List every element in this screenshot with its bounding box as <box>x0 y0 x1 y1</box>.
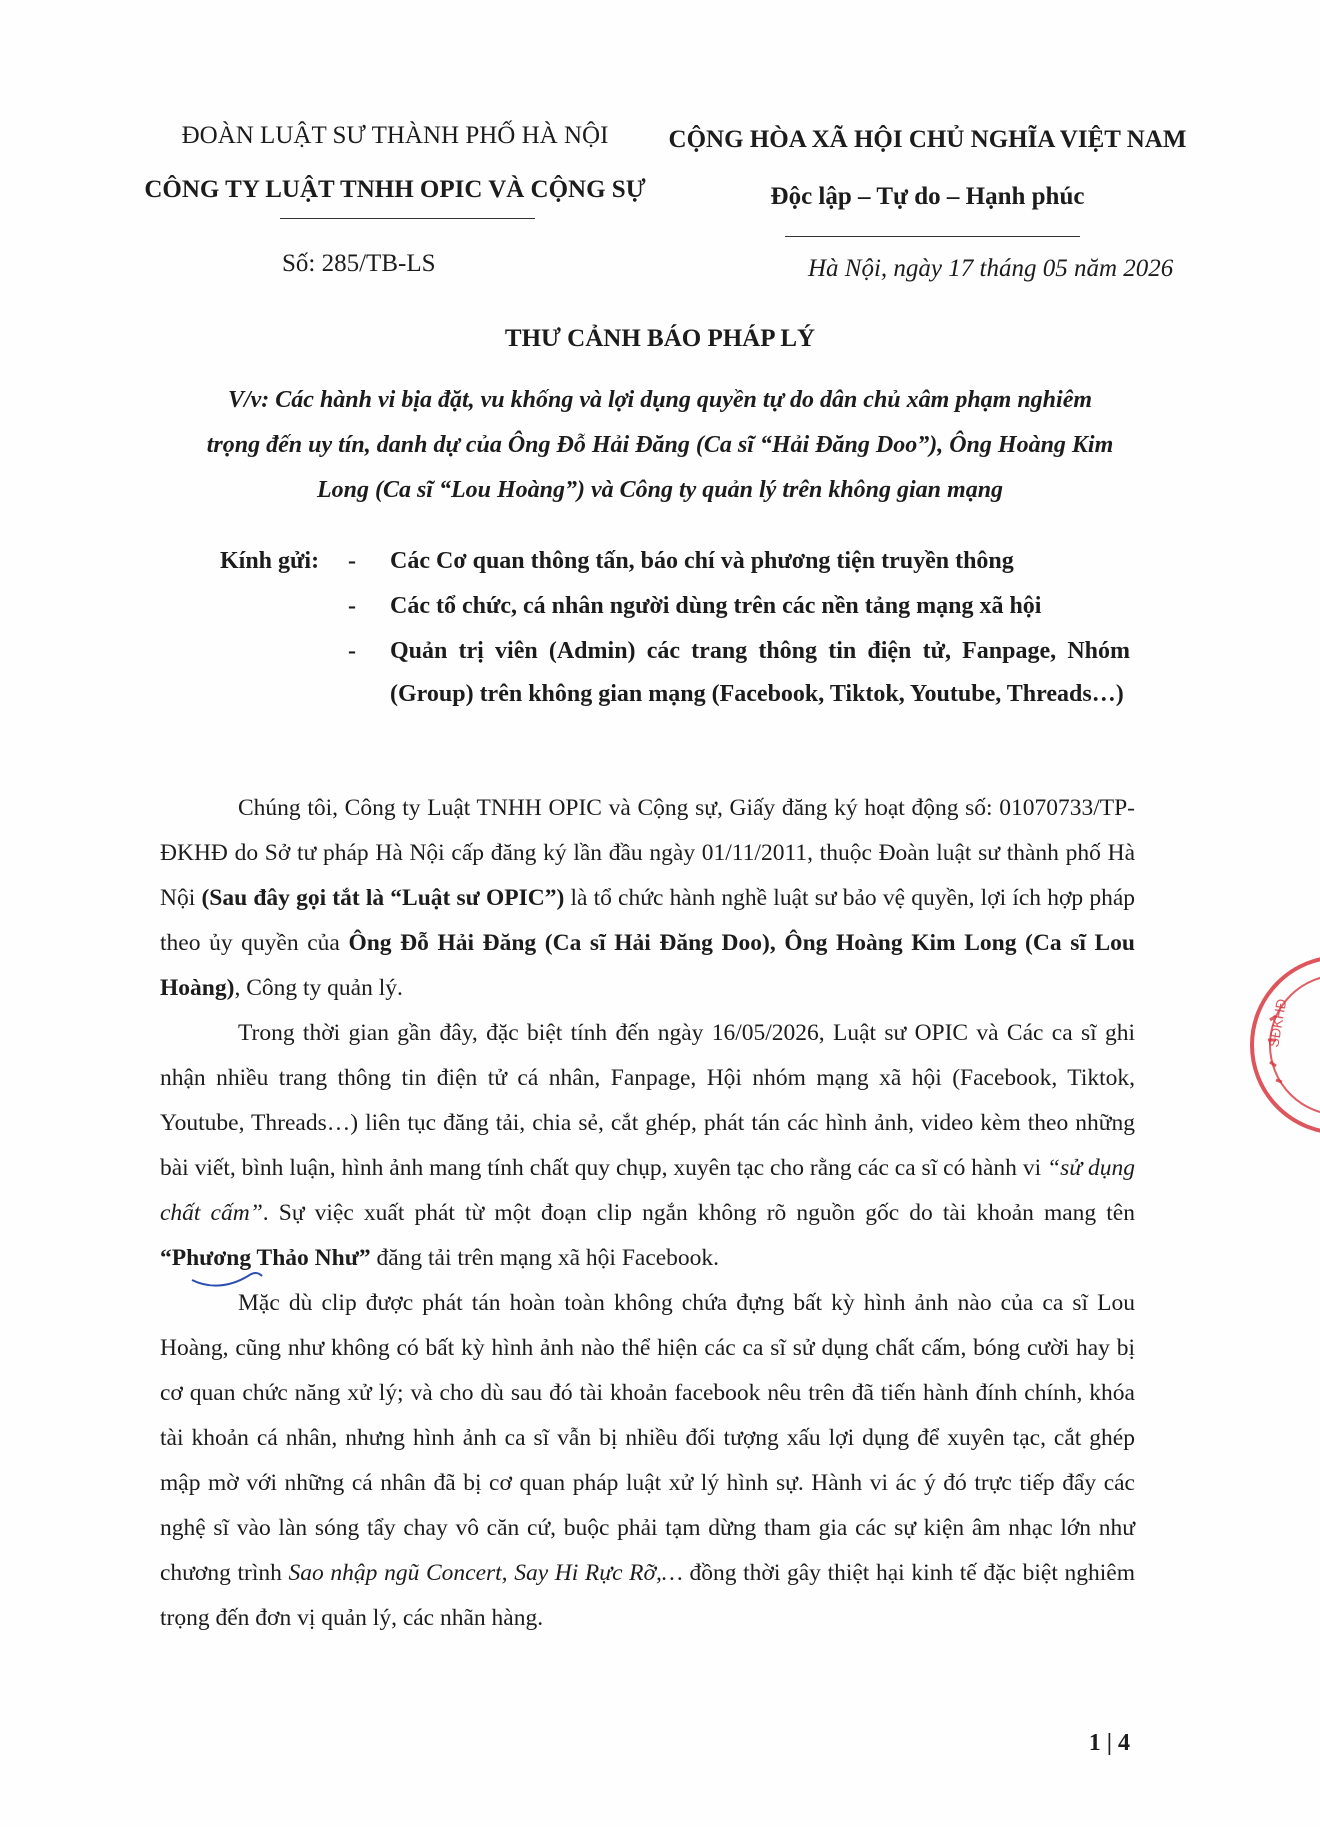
company-seal-stamp <box>1240 950 1320 1140</box>
p2-text-a: Trong thời gian gần đây, đặc biệt tính đến ngày 16/05/2026, Luật sư OPIC và Các ca sĩ ghi nhận nhiều trang thông tin điện tử cá nhân, Fanpage, Hội nhóm mạng xã hội (Facebook, Tiktok, Youtube, Threads…) liên tục đăng tải, chia sẻ, cắt ghép, phát tán các hình ảnh, video kèm theo những bài viết, bình luận, hình ảnh mang tính chất quy chụp, xuyên tạc cho rằng các ca sĩ có hành vi <box>160 1020 1135 1181</box>
recipient-1: Các Cơ quan thông tấn, báo chí và phương tiện truyền thông <box>390 548 1014 574</box>
recipient-2: Các tổ chức, cá nhân người dùng trên các nền tảng mạng xã hội <box>390 593 1042 619</box>
subject-line-2: trọng đến uy tín, danh dự của Ông Đỗ Hải Đăng (Ca sĩ “Hải Đăng Doo”), Ông Hoàng Kim <box>206 432 1114 458</box>
doc-number: Số: 285/TB-LS <box>282 250 436 277</box>
recipient-dash-3: - <box>348 638 356 664</box>
org-underline <box>280 218 535 219</box>
recipient-dash-2: - <box>348 593 356 619</box>
body <box>160 786 1135 1641</box>
recipients-label: Kính gửi: <box>220 548 320 574</box>
p2-bold-account: “Phương Thảo Như” <box>160 1245 371 1271</box>
recipient-dash-1: - <box>348 548 356 574</box>
motto: Độc lập – Tự do – Hạnh phúc <box>770 183 1085 210</box>
letter-title: THƯ CẢNH BÁO PHÁP LÝ <box>504 325 816 352</box>
paragraph-2 <box>160 1011 1135 1281</box>
org-line-2: CÔNG TY LUẬT TNHH OPIC VÀ CỘNG SỰ <box>144 176 646 203</box>
subject-line-3: Long (Ca sĩ “Lou Hoàng”) và Công ty quản lý trên không gian mạng <box>316 477 1004 503</box>
paragraph-3 <box>160 1281 1135 1641</box>
p3-text-c: đồng thời gây thiệt hại kinh tế đặc biệt nghiêm trọng đến đơn vị quản lý, các nhãn hàng. <box>160 1560 1135 1631</box>
subject-line-1: V/v: Các hành vi bịa đặt, vu khống và lợi dụng quyền tự do dân chủ xâm phạm nghiêm <box>227 387 1093 413</box>
p2-text-c: . Sự việc xuất phát từ một đoạn clip ngắn không rõ nguồn gốc do tài khoản mang tên <box>262 1200 1135 1226</box>
org-line-1: ĐOÀN LUẬT SƯ THÀNH PHỐ HÀ NỘI <box>181 122 609 149</box>
nation-title: CỘNG HÒA XÃ HỘI CHỦ NGHĨA VIỆT NAM <box>668 126 1187 153</box>
p1-text-g: , Công ty quản lý. <box>234 975 403 1001</box>
p2-text-e: đăng tải trên mạng xã hội Facebook. <box>370 1245 720 1271</box>
p1-bold-client-1: Ông Đỗ Hải Đăng (Ca sĩ Hải Đăng Doo), <box>348 930 776 956</box>
p1-bold-client-2: Ông Hoàng Kim Long (Ca sĩ Lou Hoàng) <box>160 930 1135 1001</box>
p1-text-c: là tổ chức hành nghề luật sư bảo vệ quyền, lợi ích hợp pháp theo ủy quyền của <box>160 885 1136 956</box>
p1-text-a: Chúng tôi, Công ty Luật TNHH OPIC và Cộng sự, Giấy đăng ký hoạt động số: 01070733/TP-ĐKHĐ do Sở tư pháp Hà Nội cấp đăng ký lần đầu ngày 01/11/2011, thuộc Đoàn luật sư thành phố Hà Nội <box>160 795 1135 911</box>
page-number: 1 | 4 <box>1088 1730 1130 1756</box>
place-date: Hà Nội, ngày 17 tháng 05 năm 2026 <box>808 255 1174 282</box>
p1-bold-alias: (Sau đây gọi tắt là “Luật sư OPIC”) <box>201 885 565 911</box>
paragraph-1 <box>160 786 1135 1011</box>
motto-underline <box>785 236 1080 237</box>
p2-italic-quote: “sử dụng chất cấm” <box>160 1155 1135 1226</box>
svg-text:SĐKHĐ: SĐKHĐ <box>1265 997 1290 1049</box>
pen-mark <box>188 1262 268 1292</box>
recipient-3: Quản trị viên (Admin) các trang thông tin điện tử, Fanpage, Nhóm (Group) trên không gian mạng (Facebook, Tiktok, Youtube, Threads…) <box>390 638 1130 707</box>
p3-text-a: Mặc dù clip được phát tán hoàn toàn không chứa đựng bất kỳ hình ảnh nào của ca sĩ Lou Hoàng, cũng như không có bất kỳ hình ảnh nào thể hiện các ca sĩ sử dụng chất cấm, bóng cười hay bị cơ quan chức năng xử lý; và cho dù sau đó tài khoản facebook nêu trên đã tiến hành đính chính, khóa tài khoản cá nhân, nhưng hình ảnh ca sĩ vẫn bị nhiều đối tượng xấu lợi dụng để xuyên tạc, cắt ghép mập mờ với những cá nhân đã bị cơ quan pháp luật xử lý hình sự. Hành vi ác ý đó trực tiếp đẩy các nghệ sĩ vào làn sóng tẩy chay vô căn cứ, buộc phải tạm dừng tham gia các sự kiện âm nhạc lớn như chương trình <box>160 1290 1135 1586</box>
p3-italic-events: Sao nhập ngũ Concert, Say Hi Rực Rỡ,… <box>288 1560 683 1586</box>
